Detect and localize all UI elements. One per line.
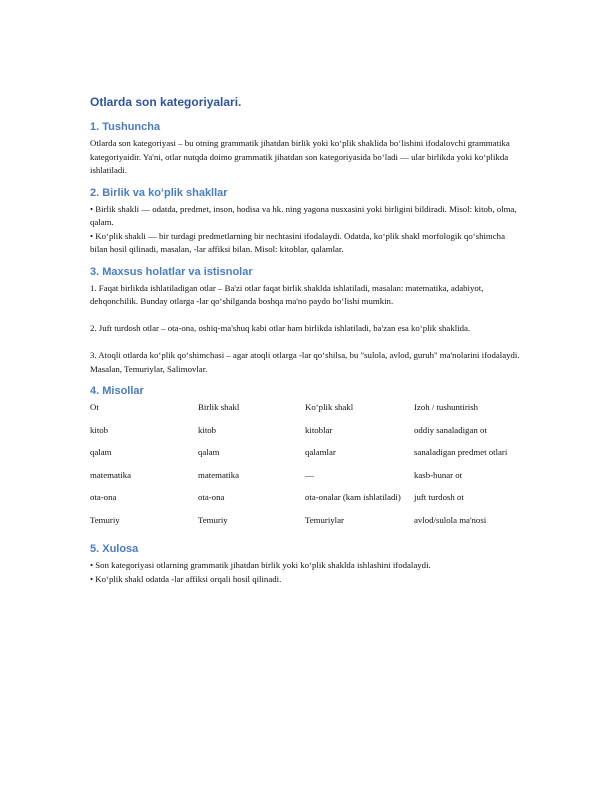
list-item-maxsus-1: 1. Faqat birlikda ishlatiladigan otlar – Ba'zi otlar faqat birlik shaklda ishlatiladi, masalan: matematika, adabiyot, dehqonchilik. Bunday otlarga -lar qoʻshilganda boshqa ma'no paydo boʻlishi mumkin.: [90, 282, 484, 306]
table-cell: qalamlar: [305, 447, 336, 457]
table-cell: kitob: [90, 424, 109, 435]
table-cell: qalam: [198, 447, 220, 457]
document-title: Otlarda son kategoriyalari.: [90, 95, 242, 109]
list-item-xulosa-1: • Son kategoriyasi otlarning grammatik jihatdan birlik yoki koʻplik shaklda ishlashini ifodalaydi.: [90, 560, 431, 570]
list-item-birlik: • Birlik shakli — odatda, predmet, inson, hodisa va hk. ning yagona nusxasini yoki birligini bildiradi. Misol: kitob, olma, qalam.: [90, 203, 517, 227]
section-heading-maxsus-holatlar: 3. Maxsus holatlar va istisnolar: [90, 265, 253, 278]
table-cell: —: [305, 469, 314, 480]
table-cell: sanaladigan predmet otlari: [414, 447, 508, 457]
examples-table: [90, 401, 522, 536]
table-cell: kasb-hunar ot: [414, 469, 463, 480]
table-cell: Temuriy: [198, 514, 228, 525]
table-cell: matematika: [90, 469, 132, 480]
section-heading-tushuncha: 1. Tushuncha: [90, 121, 161, 133]
table-header-cell: Koʻplik shakl: [305, 402, 354, 412]
list-item-maxsus-3: 3. Atoqli otlarda koʻplik qoʻshimchasi – agar atoqli otlarga -lar qoʻshilsa, bu "sulola, avlod, guruh" ma'nolarini ifodalaydi. Masalan, Temuriylar, Salimovlar.: [90, 350, 520, 374]
table-row: [90, 491, 522, 514]
table-cell: Temuriy: [90, 514, 120, 525]
table-cell: Temuriylar: [305, 514, 344, 525]
table-cell: ota-ona: [90, 492, 117, 502]
table-cell: ota-ona: [198, 492, 225, 502]
table-header-cell: Birlik shakl: [198, 402, 240, 412]
section-heading-misollar: 4. Misollar: [90, 385, 144, 397]
section-heading-xulosa: 5. Xulosa: [90, 543, 139, 555]
table-header-row: [90, 401, 522, 424]
document-page: [90, 94, 522, 586]
section-heading-birlik-koplik: 2. Birlik va koʻplik shakllar: [90, 186, 228, 199]
table-cell: matematika: [198, 469, 240, 480]
table-header-cell: Ot: [90, 402, 99, 412]
table-cell: ota-onalar (kam ishlatiladi): [305, 492, 401, 502]
table-cell: kitoblar: [305, 424, 333, 435]
list-item-koplik: • Koʻplik shakli — bir turdagi predmetlarning bir nechtasini ifodalaydi. Odatda, koʻplik shakl morfologik qoʻshimcha bilan hosil qilinadi, masalan, -lar affiksi bilan. Misol: kitoblar, qalamlar.: [90, 230, 505, 254]
table-cell: qalam: [90, 447, 112, 457]
list-item-maxsus-2: 2. Juft turdosh otlar – ota-ona, oshiq-ma'shuq kabi otlar ham birlikda ishlatiladi, ba'zan esa koʻplik shaklida.: [90, 323, 471, 333]
table-header-cell: Izoh / tushuntirish: [414, 402, 479, 412]
table-row: [90, 514, 522, 537]
table-cell: kitob: [198, 424, 217, 435]
table-cell: oddiy sanaladigan ot: [414, 424, 487, 435]
table-row: [90, 446, 522, 469]
section-paragraph-tushuncha: Otlarda son kategoriyasi – bu otning grammatik jihatdan birlik yoki koʻplik shaklida boʻlishini ifodalovchi grammatika kategoriyaidir. Ya'ni, otlar nutqda doimo grammatik jihatdan son kategoriyasida boʻladi — ular birlikda yoki koʻplikda ishlatiladi.: [90, 138, 510, 175]
table-row: [90, 469, 522, 492]
table-row: [90, 424, 522, 447]
table-cell: avlod/sulola ma'nosi: [414, 514, 487, 525]
table-cell: juft turdosh ot: [414, 492, 464, 502]
list-item-xulosa-2: • Koʻplik shakl odatda -lar affiksi orqali hosil qilinadi.: [90, 573, 282, 584]
